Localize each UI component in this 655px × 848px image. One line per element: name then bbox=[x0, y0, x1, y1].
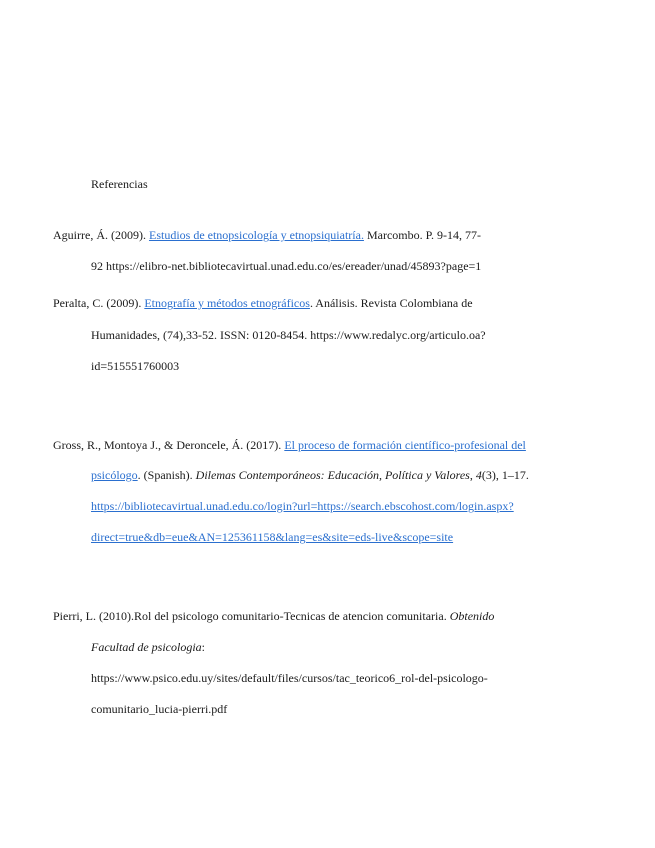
ref-url-line bbox=[91, 530, 453, 544]
page-title: Referencias bbox=[91, 177, 148, 191]
ref-obtained: Obtenido bbox=[449, 609, 495, 623]
ref-line bbox=[91, 640, 205, 654]
ref-line bbox=[53, 438, 526, 452]
ref-line bbox=[53, 296, 473, 310]
ref-journal: . Análisis. Revista Colombiana de bbox=[309, 296, 473, 310]
ref-url-cont: comunitario_lucia-pierri.pdf bbox=[91, 702, 228, 716]
ref-title-link-cont[interactable]: psicólogo bbox=[91, 468, 138, 482]
ref-lang: . (Spanish). bbox=[137, 468, 196, 482]
ref-author-year: Aguirre, Á. (2009). bbox=[53, 228, 149, 242]
ref-author-year: Gross, R., Montoya J., & Deroncele, Á. (2017). bbox=[53, 438, 285, 452]
ref-colon: : bbox=[201, 640, 205, 654]
ref-author-year: Peralta, C. (2009). bbox=[53, 296, 145, 310]
ref-line bbox=[53, 228, 481, 242]
ref-url: https://www.psico.edu.uy/sites/default/files/cursos/tac_teorico6_rol-del-psicologo- bbox=[91, 671, 488, 685]
ref-title-link[interactable]: Estudios de etnopsicología y etnopsiquiatría. bbox=[148, 228, 364, 242]
ref-publisher: Marcombo. P. 9-14, 77- bbox=[363, 228, 481, 242]
ref-url-link[interactable]: https://bibliotecavirtual.unad.edu.co/login?url=https://search.ebscohost.com/login.aspx? bbox=[91, 499, 514, 513]
ref-title-link[interactable]: El proceso de formación científico-profesional del bbox=[284, 438, 526, 452]
ref-line bbox=[91, 468, 529, 482]
ref-url-cont: id=515551760003 bbox=[91, 359, 180, 373]
ref-sep: , bbox=[469, 468, 476, 482]
ref-source: Facultad de psicologia bbox=[91, 640, 202, 654]
ref-volume: 4 bbox=[475, 468, 482, 482]
ref-url: 92 https://elibro-net.bibliotecavirtual.unad.edu.co/es/ereader/unad/45893?page=1 bbox=[91, 259, 482, 273]
ref-url-link-cont[interactable]: direct=true&db=eue&AN=125361158&lang=es&site=eds-live&scope=site bbox=[91, 530, 454, 544]
ref-title-link[interactable]: Etnografía y métodos etnográficos bbox=[144, 296, 310, 310]
ref-line bbox=[53, 609, 494, 623]
ref-author-title: Pierri, L. (2010).Rol del psicologo comunitario-Tecnicas de atencion comunitaria. bbox=[53, 609, 450, 623]
ref-url-line bbox=[91, 499, 514, 513]
ref-journal-name: Dilemas Contemporáneos: Educación, Política y Valores bbox=[195, 468, 470, 482]
ref-details: Humanidades, (74),33-52. ISSN: 0120-8454. https://www.redalyc.org/articulo.oa? bbox=[91, 328, 486, 342]
ref-issue-pages: (3), 1–17. bbox=[481, 468, 529, 482]
